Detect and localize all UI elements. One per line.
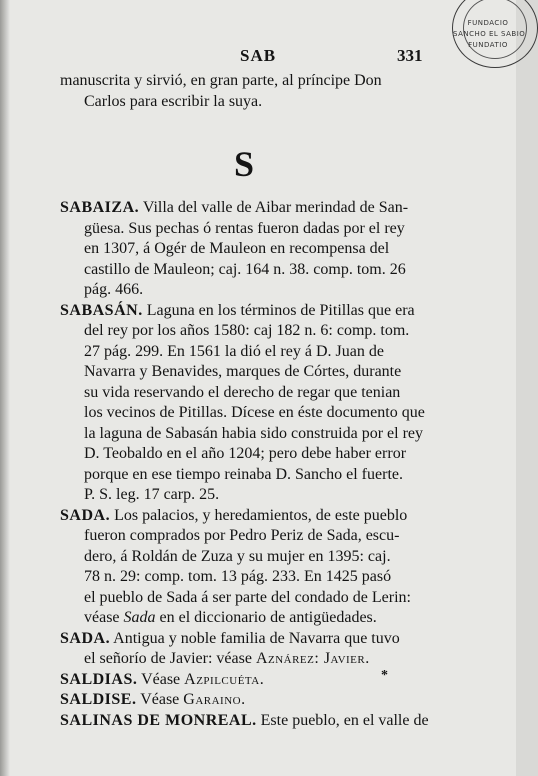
entry-text-fragment: Véase — [136, 691, 184, 708]
entry-cross-reference: Aznárez: Javier. — [255, 650, 370, 667]
entry-headword: SABASÁN. — [60, 301, 143, 319]
entry-text-line: Laguna en los términos de Pitillas que era — [142, 301, 415, 319]
entry-sabaiza — [60, 198, 458, 301]
entry-headword: SALDISE. — [60, 691, 137, 708]
entry-headword: SADA. — [60, 506, 111, 524]
stamp-text-top: FUNDACIO — [467, 19, 509, 27]
entry-text-line: porque en ese tiempo reinaba D. Sancho el fuerte. — [84, 465, 403, 483]
entry-sabasan — [60, 301, 458, 506]
entry-headword: SALDIAS. — [60, 670, 138, 688]
continuation-paragraph — [60, 71, 458, 112]
entry-text-line: la laguna de Sabasán habia sido construida por el rey — [84, 424, 423, 442]
entry-sada-family — [60, 629, 458, 670]
entry-cross-reference: Sada — [123, 609, 156, 626]
footnote-mark: * — [381, 668, 388, 683]
entry-salinas-de-monreal — [60, 711, 458, 732]
dictionary-entries — [60, 198, 458, 731]
entry-text-line: los vecinos de Pitillas. Dícese en éste documento que — [84, 404, 425, 421]
entry-text-line: en 1307, á Ogér de Mauleon en recompensa del — [84, 240, 390, 257]
entry-text-line: el pueblo de Sada á ser parte del condado de Lerin: — [84, 588, 411, 606]
entry-text-line: pág. 466. — [84, 281, 144, 298]
entry-headword: SABAIZA. — [60, 199, 140, 216]
entry-saldias — [60, 670, 458, 691]
section-letter: S — [234, 144, 255, 184]
entry-text-fragment: véase — [84, 609, 124, 626]
continuation-line-1: manuscrita y sirvió, en gran parte, al príncipe Don — [60, 72, 382, 89]
entry-text-line: castillo de Mauleon; caj. 164 n. 38. comp. tom. 26 — [84, 260, 406, 278]
entry-saldise — [60, 690, 458, 711]
entry-headword: SALINAS DE MONREAL. — [60, 711, 257, 729]
entry-text-fragment: Véase — [137, 670, 185, 688]
entry-sada-town — [60, 506, 458, 629]
entry-text-line: Villa del valle de Aibar merindad de San- — [139, 199, 409, 216]
entry-text-line: D. Teobaldo en el año 1204; pero debe haber error — [84, 445, 407, 462]
entry-text-line: su vida reservando el derecho de regar que tenian — [84, 383, 401, 401]
entry-text-line — [60, 649, 458, 670]
entry-text-line: 27 pág. 299. En 1561 la dió el rey á D. Juan de — [84, 342, 384, 360]
running-header — [0, 46, 516, 66]
entry-text-fragment: el señorío de Javier: véase — [84, 650, 256, 667]
stamp-text-bottom: FUNDATIO — [468, 41, 508, 49]
entry-text-line: 78 n. 29: comp. tom. 13 pág. 233. En 1425 pasó — [84, 568, 392, 585]
entry-text-line — [60, 608, 458, 629]
stamp-text-middle: SANCHO EL SABIO — [453, 30, 526, 38]
entry-text-line: del rey por los años 1580: caj 182 n. 6: comp. tom. — [84, 322, 410, 339]
entry-cross-reference: Garaino. — [183, 691, 246, 708]
entry-text-line: Navarra y Benavides, marques de Córtes, durante — [84, 363, 402, 380]
entry-text-line: Este pueblo, en el valle de — [256, 711, 429, 729]
continuation-line-2: Carlos para escribir la suya. — [84, 92, 263, 110]
page-number: 331 — [397, 46, 423, 65]
entry-text-line: dero, á Roldán de Zuza y su mujer en 1395: caj. — [84, 547, 391, 565]
entry-text-line: fueron comprados por Pedro Periz de Sada, escu- — [84, 527, 400, 544]
entry-headword: SADA. — [60, 629, 111, 647]
entry-cross-reference: Azpilcuéta. — [184, 670, 265, 688]
entry-text-line: Antigua y noble familia de Navarra que tuvo — [110, 629, 400, 647]
entry-text-line: güesa. Sus pechas ó rentas fueron dadas por el rey — [84, 219, 405, 237]
page-edge-shadow — [0, 0, 10, 776]
entry-text-fragment: en el diccionario de antigüedades. — [155, 609, 377, 626]
running-title: SAB — [240, 46, 277, 65]
entry-text-line: Los palacios, y heredamientos, de este pueblo — [110, 506, 408, 524]
entry-text-line: P. S. leg. 17 carp. 25. — [84, 486, 220, 503]
